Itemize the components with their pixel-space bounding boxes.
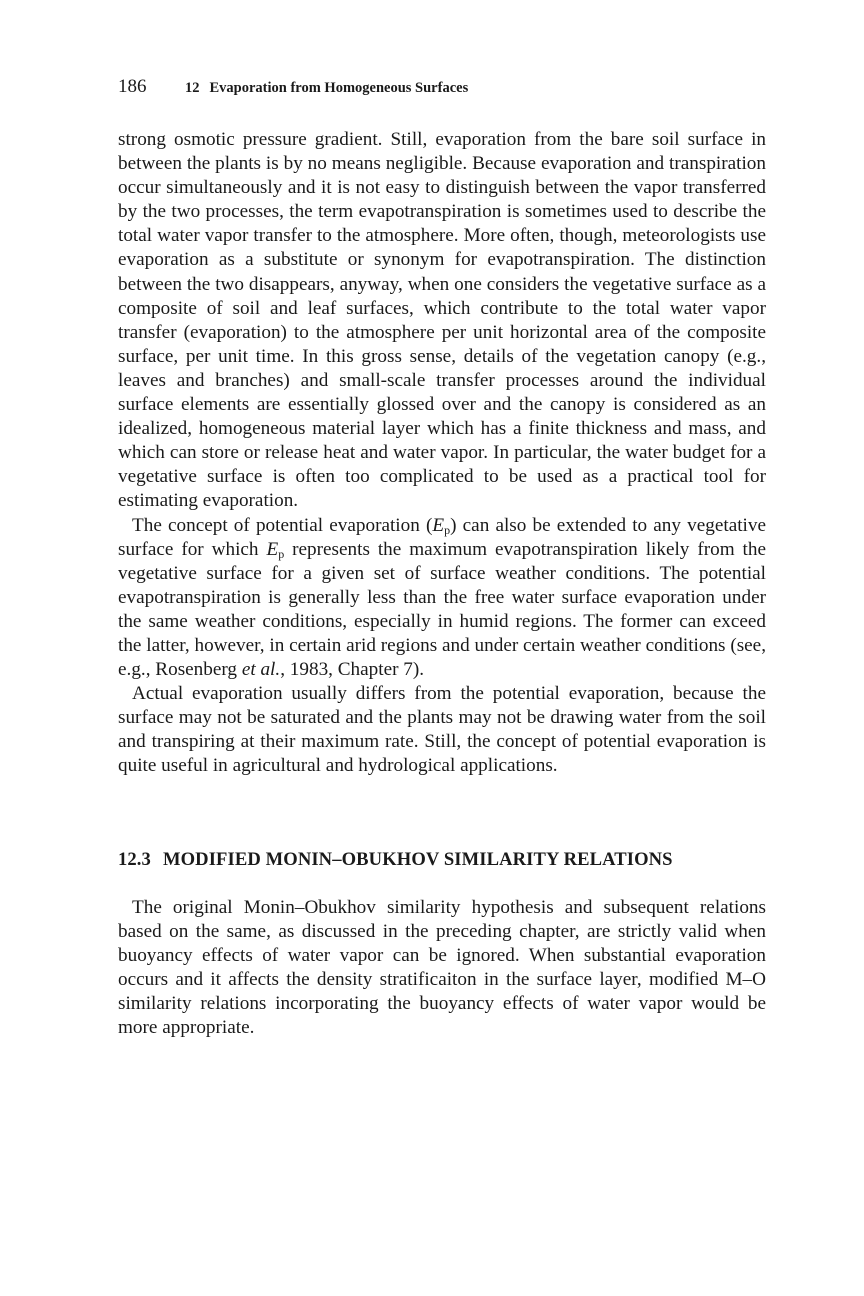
symbol-ep: E — [266, 538, 279, 560]
symbol-subscript: p — [444, 522, 451, 537]
text-run: represents the maximum evapotranspiration likely from the vegetative surface for a given set of surface weather conditions. The potential evapotranspiration is generally less than the free water surface evaporation under the same weather conditions, especially in humid regions. The former can exceed the latter, however, in certain arid regions and under certain weather conditions (see, e.g., Rosenberg — [118, 538, 767, 681]
paragraph-evapotranspiration: strong osmotic pressure gradient. Still, evaporation from the bare soil surface in between the plants is by no means negligible. Because evaporation and transpiration occur simultaneously and it is not easy to distinguish between the vapor transferred by the two processes, the term evapotranspiration is sometimes used to describe the total water vapor transfer to the atmosphere. More often, though, meteorologists use evaporation as a substitute or synonym for evapotranspiration. The distinction between the two disappears, anyway, when one considers the vegetative surface as a composite of soil and leaf surfaces, which contribute to the total water vapor transfer (evaporation) to the atmosphere per unit horizontal area of the composite surface, per unit time. In this gross sense, details of the vegetation canopy (e.g., leaves and branches) and small-scale transfer processes around the individual surface elements are essentially glossed over and the canopy is considered as an idealized, homogeneous material layer which has a finite thickness and mass, and which can store or release heat and water vapor. In particular, the water budget for a vegetative surface is often too complicated to be used as a practical tool for estimating evaporation. — [118, 129, 766, 512]
symbol-subscript: p — [278, 546, 285, 561]
paragraph-monin-obukhov: The original Monin–Obukhov similarity hypothesis and subsequent relations based on the same, as discussed in the preceding chapter, are strictly valid when buoyancy effects of water vapor can be ignored. When substantial evaporation occurs and it affects the density stratificaiton in the surface layer, modified M–O similarity relations incorporating the buoyancy effects of water vapor would be more appropriate. — [118, 896, 766, 1038]
symbol-ep: E — [432, 514, 445, 536]
body-text — [118, 128, 766, 1040]
section-title: MODIFIED MONIN–OBUKHOV SIMILARITY RELATIONS — [162, 848, 673, 870]
page-number: 186 — [118, 76, 147, 97]
paragraph-actual-evaporation: Actual evaporation usually differs from the potential evaporation, because the surface may not be saturated and the plants may not be drawing water from the soil and transpiring at their maximum rate. Still, the concept of potential evaporation is quite useful in agricultural and hydrological applications. — [118, 683, 766, 777]
chapter-number: 12 — [185, 80, 200, 96]
text-run: , 1983, Chapter 7). — [280, 659, 425, 681]
book-page — [118, 76, 766, 1040]
paragraph-potential-evaporation — [118, 514, 766, 683]
chapter-title: Evaporation from Homogeneous Surfaces — [209, 80, 469, 96]
text-run: ) can also be extended to any vegetative surface for which — [118, 514, 766, 560]
text-run: The concept of potential evaporation ( — [132, 514, 433, 536]
running-head — [118, 76, 766, 106]
running-head-title — [185, 80, 468, 97]
citation-et-al: et al. — [241, 659, 281, 681]
section-number: 12.3 — [118, 848, 151, 870]
section-heading — [118, 849, 766, 871]
